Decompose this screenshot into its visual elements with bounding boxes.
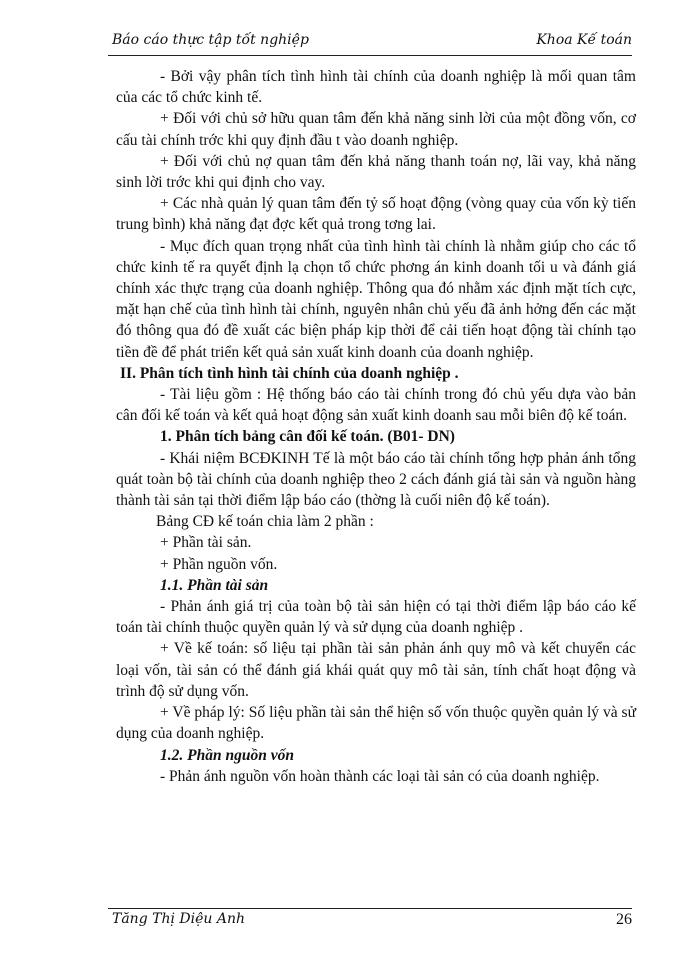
subsection-heading: 1. Phân tích bảng cân đối kế toán. (B01- DN): [160, 428, 455, 446]
footer-rule: [108, 908, 632, 909]
paragraph: + Về kế toán: số liệu tại phần tài sản phản ánh quy mô và kết chuyển các loại vốn, tài sản có thể đánh giá khái quát quy mô tài sản, tính chất hoạt động và trình độ sử dụng vốn.: [116, 640, 636, 700]
paragraph: - Bởi vậy phân tích tình hình tài chính của doanh nghiệp là mối quan tâm của các tổ chức kinh tế.: [116, 68, 636, 107]
page-footer: [112, 911, 632, 933]
footer-author: Tăng Thị Diệu Anh: [112, 911, 245, 927]
paragraph: - Phản ánh giá trị của toàn bộ tài sản hiện có tại thời điểm lập báo cáo kế toán tài chính thuộc quyền quản lý và sử dụng của doanh nghiệp .: [116, 598, 636, 637]
page-header: [112, 32, 632, 54]
list-item: + Phần nguồn vốn.: [160, 555, 278, 573]
paragraph: - Khái niệm BCĐKINH Tế là một báo cáo tài chính tổng hợp phản ánh tổng quát toàn bộ tài chính của doanh nghiệp theo 2 cách đánh giá tài sản và nguồn hàng thành tài sản tại thời điểm lập báo cáo (thờng là cuối niên độ kế toán).: [116, 449, 636, 510]
header-report-title: Báo cáo thực tập tốt nghiệp: [112, 32, 309, 48]
paragraph: - Mục đích quan trọng nhất của tình hình tài chính là nhằm giúp cho các tổ chức kinh tế ra quyết định lạ chọn tổ chức phơng án kinh doanh tối u và đánh giá chính xác thực trạng của doanh nghiệp. Thông qua đó nhằm xác định mặt tích cực, mặt hạn chế của tình hình tài chính, nguyên nhân chủ yếu đã ảnh hởng đến các mặt đó thông qua đó đề xuất các biện pháp kịp thời để cải tiến hoạt động tài chính tạo tiền đề để phát triển kết quả sản xuất kinh doanh của doanh nghiệp.: [116, 237, 636, 361]
document-body: [116, 66, 636, 787]
paragraph: - Phản ánh nguồn vốn hoàn thành các loại tài sản có của doanh nghiệp.: [160, 767, 600, 785]
header-rule: [108, 55, 632, 56]
header-department: Khoa Kế toán: [536, 32, 632, 48]
paragraph: + Về pháp lý: Số liệu phần tài sản thể hiện số vốn thuộc quyền quản lý và sử dụng của doanh nghiệp.: [116, 704, 636, 743]
paragraph: - Tài liệu gồm : Hệ thống báo cáo tài chính trong đó chủ yếu dựa vào bản cân đối kế toán và kết quả hoạt động sản xuất kinh doanh sau mỗi biên độ kế toán.: [116, 386, 636, 425]
section-heading: II. Phân tích tình hình tài chính của doanh nghiệp .: [120, 364, 459, 382]
subsection-heading: 1.1. Phần tài sản: [160, 576, 269, 594]
paragraph: Bảng CĐ kế toán chia làm 2 phần :: [156, 513, 374, 531]
page-number: 26: [616, 911, 632, 928]
subsection-heading: 1.2. Phần nguồn vốn: [160, 746, 294, 764]
paragraph: + Đối với chủ sở hữu quan tâm đến khả năng sinh lời của một đồng vốn, cơ cấu tài chính trớc khi quy định đầu t vào doanh nghiệp.: [116, 110, 636, 149]
paragraph: + Các nhà quản lý quan tâm đến tỷ số hoạt động (vòng quay của vốn kỳ tiến trung bình) khả năng đạt đợc kết quả trong tơng lai.: [116, 195, 636, 234]
paragraph: + Đối với chủ nợ quan tâm đến khả năng thanh toán nợ, lãi vay, khả năng sinh lời trớc khi qui định cho vay.: [116, 152, 636, 192]
list-item: + Phần tài sản.: [160, 534, 252, 552]
